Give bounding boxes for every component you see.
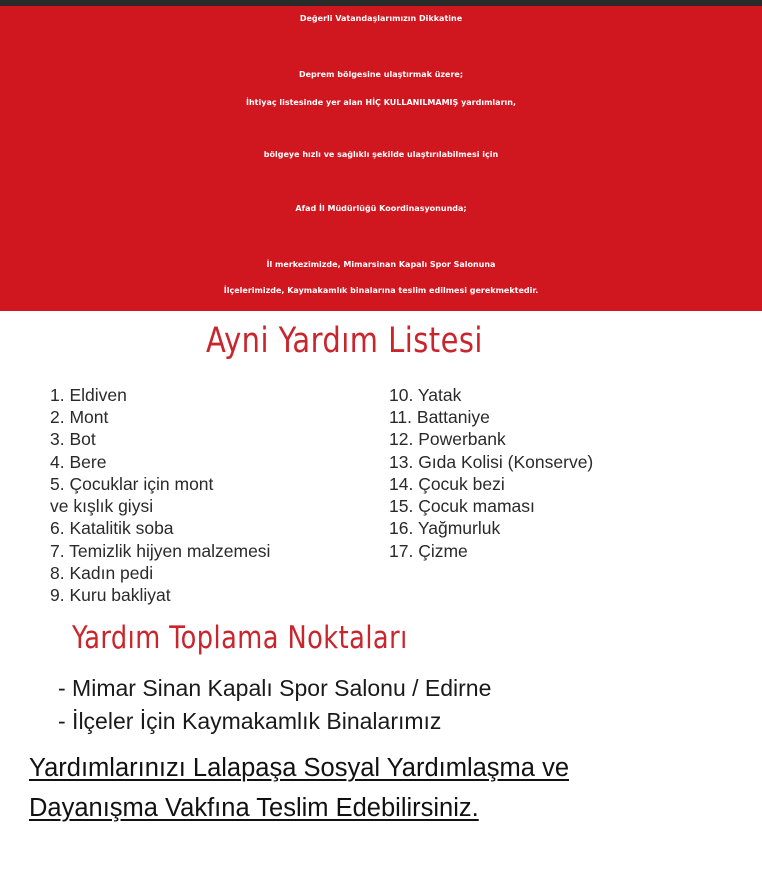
list-item: 12. Powerbank bbox=[389, 429, 506, 449]
collection-points-title: Yardım Toplama Noktaları bbox=[72, 620, 408, 656]
collection-point-item: - İlçeler İçin Kaymakamlık Binalarımız bbox=[58, 708, 442, 734]
announcement-banner bbox=[0, 6, 762, 311]
banner-line: Afad İl Müdürlüğü Koordinasyonunda; bbox=[295, 204, 467, 213]
aid-list-title: Ayni Yardım Listesi bbox=[206, 321, 483, 361]
footer-line: Yardımlarınızı Lalapaşa Sosyal Yardımlaşma ve bbox=[29, 754, 569, 782]
list-item: 2. Mont bbox=[50, 407, 109, 427]
footer-line: Dayanışma Vakfına Teslim Edebilirsiniz. bbox=[29, 794, 479, 822]
banner-line: İhtiyaç listesinde yer alan HİÇ KULLANILMAMIŞ yardımların, bbox=[245, 98, 516, 107]
list-item: 13. Gıda Kolisi (Konserve) bbox=[389, 452, 594, 472]
list-item: 10. Yatak bbox=[389, 385, 462, 405]
list-item: 7. Temizlik hijyen malzemesi bbox=[50, 541, 271, 561]
list-item: 17. Çizme bbox=[389, 541, 468, 561]
banner-line: İlçelerimizde, Kaymakamlık binalarına teslim edilmesi gerekmektedir. bbox=[223, 286, 539, 295]
collection-point-item: - Mimar Sinan Kapalı Spor Salonu / Edirne bbox=[58, 675, 492, 701]
banner-line: Deprem bölgesine ulaştırmak üzere; bbox=[298, 70, 464, 79]
banner-line: İl merkezimizde, Mimarsinan Kapalı Spor Salonuna bbox=[266, 260, 496, 269]
list-item: 1. Eldiven bbox=[50, 385, 127, 405]
list-item: 8. Kadın pedi bbox=[50, 563, 154, 583]
list-item: 4. Bere bbox=[50, 452, 107, 472]
banner-heading: Değerli Vatandaşlarımızın Dikkatine bbox=[299, 14, 463, 23]
banner-line: bölgeye hızlı ve sağlıklı şekilde ulaştırılabilmesi için bbox=[263, 150, 499, 159]
list-item: 11. Battaniye bbox=[389, 407, 490, 427]
list-item: ve kışlık giysi bbox=[50, 496, 154, 516]
list-item: 3. Bot bbox=[50, 429, 96, 449]
list-item: 14. Çocuk bezi bbox=[389, 474, 505, 494]
list-item: 15. Çocuk maması bbox=[389, 496, 535, 516]
list-item: 5. Çocuklar için mont bbox=[50, 474, 214, 494]
list-item: 16. Yağmurluk bbox=[389, 518, 501, 538]
list-item: 9. Kuru bakliyat bbox=[50, 585, 171, 605]
list-item: 6. Katalitik soba bbox=[50, 518, 174, 538]
